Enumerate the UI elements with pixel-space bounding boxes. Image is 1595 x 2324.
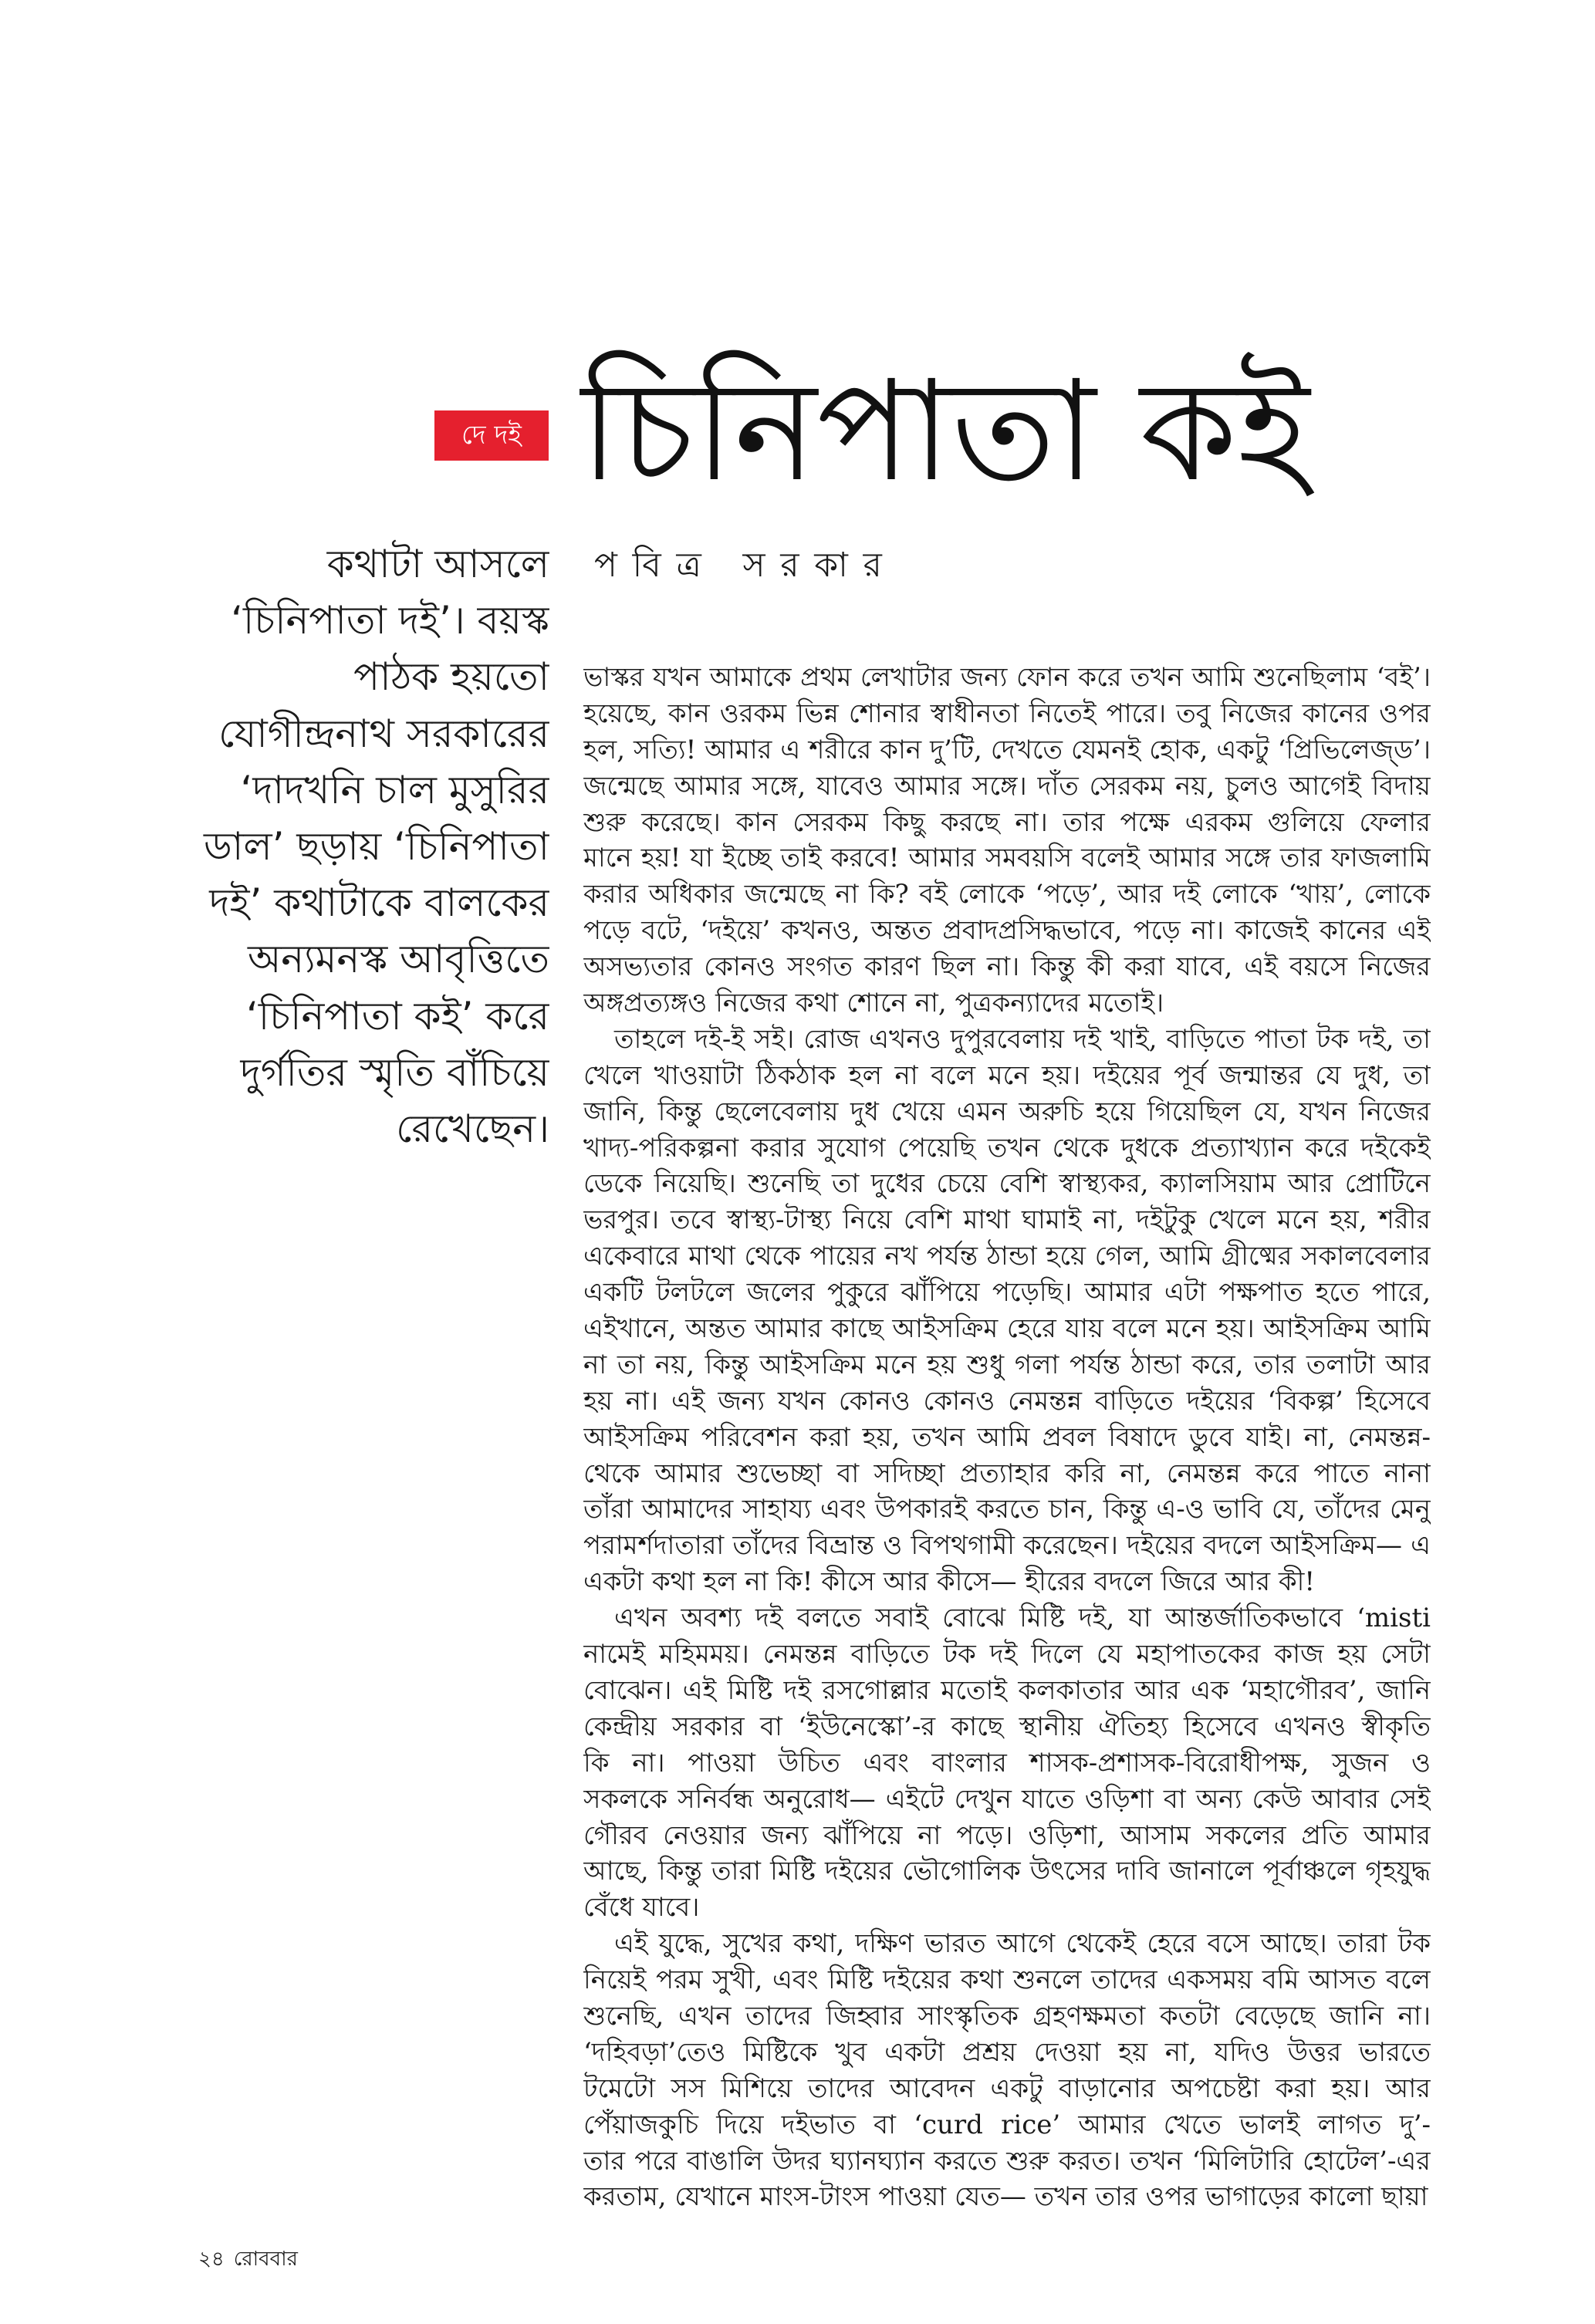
body-line: নামেই মহিমময়। নেমন্তন্ন বাড়িতে টক দই দিলে যে মহাপাতকের কাজ হয় সেটা <box>583 1639 1431 1670</box>
pull-quote-line: যোগীন্দ্রনাথ সরকারের <box>218 711 549 756</box>
body-line: জন্মেছে আমার সঙ্গে, যাবেও আমার সঙ্গে। দাঁত সেরকম নয়, চুলও আগেই বিদায় <box>583 770 1431 802</box>
body-line: হয়েছে, কান ওরকম ভিন্ন শোনার স্বাধীনতা নিতেই পারে। তবু নিজের কানের ওপর <box>583 698 1431 729</box>
body-line: বেঁধে যাবে। <box>583 1892 700 1924</box>
pull-quote-line: পাঠক হয়তো <box>353 654 549 700</box>
body-line: একটি টলটলে জলের পুকুরে ঝাঁপিয়ে পড়েছি। আমার এটা পক্ষপাত হতে পারে, <box>583 1277 1431 1309</box>
body-line: ‘দহিবড়া’তেও মিষ্টিকে খুব একটা প্রশ্রয় দেওয়া হয় না, যদিও উত্তর ভারতে <box>583 2036 1431 2068</box>
body-line: পেঁয়াজকুচি দিয়ে দইভাত বা ‘curd rice’ আমার খেতে ভালই লাগত দু’- <box>583 2109 1431 2140</box>
body-line: তার পরে বাঙালি উদর ঘ্যানঘ্যান করতে শুরু করত। তখন ‘মিলিটারি হোটেল’-এর <box>583 2145 1431 2177</box>
body-line: পড়ে বটে, ‘দইয়ে’ কখনও, অন্তত প্রবাদপ্রসিদ্ধভাবে, পড়ে না। কাজেই কানের এই <box>583 915 1431 947</box>
body-paragraph <box>583 1600 1431 1926</box>
body-line: ডেকে নিয়েছি। শুনেছি তা দুধের চেয়ে বেশি স্বাস্থ্যকর, ক্যালসিয়াম আর প্রোটিনে <box>583 1168 1431 1200</box>
body-paragraph <box>583 1926 1431 2215</box>
body-line: গৌরব নেওয়ার জন্য ঝাঁপিয়ে না পড়ে। ওড়িশা, আসাম সকলের প্রতি আমার <box>583 1819 1431 1851</box>
body-line: নিয়েই পরম সুখী, এবং মিষ্টি দইয়ের কথা শুনলে তাদের একসময় বমি আসত বলে <box>583 1964 1431 1996</box>
body-paragraph <box>583 1022 1431 1600</box>
author-byline: পবিত্র সরকার <box>594 546 897 585</box>
body-line: অসভ্যতার কোনও সংগত কারণ ছিল না। কিন্তু কী করা যাবে, এই বয়সে নিজের <box>583 951 1431 983</box>
body-line: টমেটো সস মিশিয়ে তাদের আবেদন একটু বাড়ানোর অপচেষ্টা করা হয়। আর <box>583 2072 1431 2104</box>
body-line: একেবারে মাথা থেকে পায়ের নখ পর্যন্ত ঠান্ডা হয়ে গেল, আমি গ্রীষ্মের সকালবেলার <box>583 1241 1431 1272</box>
pull-quote-line: দুর্গতির স্মৃতি বাঁচিয়ে <box>240 1049 549 1095</box>
body-line: তাহলে দই-ই সই। রোজ এখনও দুপুরবেলায় দই খাই, বাড়িতে পাতা টক দই, তা <box>614 1023 1431 1055</box>
body-line: শুনেছি, এখন তাদের জিহ্বার সাংস্কৃতিক গ্রহণক্ষমতা কতটা বেড়েছে জানি না। <box>583 2000 1431 2032</box>
body-line: না তা নয়, কিন্তু আইসক্রিম মনে হয় শুধু গলা পর্যন্ত ঠান্ডা করে, তার তলাটা আর <box>583 1349 1431 1380</box>
pull-quote-line: ‘দাদখনি চাল মুসুরির <box>240 767 549 812</box>
publication-name: রোববার <box>233 2248 298 2271</box>
body-line: সকলকে সনির্বন্ধ অনুরোধ— এইটে দেখুন যাতে ওড়িশা বা অন্য কেউ আবার সেই <box>583 1783 1431 1815</box>
pull-quote-line: অন্যমনস্ক আবৃত্তিতে <box>248 937 549 982</box>
body-line: বোঝেন। এই মিষ্টি দই রসগোল্লার মতোই কলকাতার আর এক ‘মহাগৌরব’, জানি <box>583 1674 1431 1706</box>
section-label: দে দই <box>434 410 549 461</box>
body-line: এখন অবশ্য দই বলতে সবাই বোঝে মিষ্টি দই, যা আন্তর্জাতিকভাবে ‘misti <box>614 1603 1431 1634</box>
body-line: অঙ্গপ্রত্যঙ্গও নিজের কথা শোনে না, পুত্রকন্যাদের মতোই। <box>583 988 1164 1019</box>
page-number: ২৪ <box>198 2248 225 2271</box>
pull-quote-line: ‘চিনিপাতা দই’। বয়স্ক <box>231 598 549 643</box>
body-line: খেলে খাওয়াটা ঠিকঠাক হল না বলে মনে হয়। দইয়ের পূর্ব জন্মান্তর যে দুধ, তা <box>583 1059 1431 1091</box>
pull-quote-line: কথাটা আসলে <box>326 542 549 586</box>
body-paragraph <box>583 660 1431 1022</box>
article-body <box>583 660 1431 2215</box>
body-line: কি না। পাওয়া উচিত এবং বাংলার শাসক-প্রশাসক-বিরোধীপক্ষ, সুজন ও <box>583 1747 1431 1778</box>
pull-quote-line: ‘চিনিপাতা কই’ করে <box>245 993 549 1039</box>
body-line: পরামর্শদাতারা তাঁদের বিভ্রান্ত ও বিপথগামী করেছেন। দইয়ের বদলে আইসক্রিম— এ <box>583 1530 1431 1562</box>
body-line: তাঁরা আমাদের সাহায্য এবং উপকারই করতে চান, কিন্তু এ-ও ভাবি যে, তাঁদের মেনু <box>583 1494 1431 1525</box>
body-line: খাদ্য-পরিকল্পনা করার সুযোগ পেয়েছি তখন থেকে দুধকে প্রত্যাখ্যান করে দইকেই <box>583 1132 1431 1164</box>
article-title: চিনিপাতা কই <box>580 351 1309 512</box>
body-line: একটা কথা হল না কি! কীসে আর কীসে— হীরের বদলে জিরে আর কী! <box>583 1566 1316 1598</box>
page-footer <box>198 2245 298 2273</box>
pull-quote-line: দই’ কথাটাকে বালকের <box>209 880 549 926</box>
body-line: হয় না। এই জন্য যখন কোনও কোনও নেমন্তন্ন বাড়িতে দইয়ের ‘বিকল্প’ হিসেবে <box>583 1385 1431 1417</box>
body-line: করতাম, যেখানে মাংস-টাংস পাওয়া যেত— তখন তার ওপর ভাগাড়ের কালো ছায়া <box>583 2181 1428 2213</box>
pull-quote <box>185 536 549 1157</box>
body-line: থেকে আমার শুভেচ্ছা বা সদিচ্ছা প্রত্যাহার করি না, নেমন্তন্ন করে পাতে নানা <box>583 1458 1431 1489</box>
body-line: করার অধিকার জন্মেছে না কি? বই লোকে ‘পড়ে’, আর দই লোকে ‘খায়’, লোকে <box>583 879 1431 910</box>
pull-quote-line: রেখেছেন। <box>396 1106 549 1151</box>
body-line: জানি, কিন্তু ছেলেবেলায় দুধ খেয়ে এমন অরুচি হয়ে গিয়েছিল যে, যখন নিজের <box>583 1096 1431 1127</box>
body-line: এইখানে, অন্তত আমার কাছে আইসক্রিম হেরে যায় বলে মনে হয়। আইসক্রিম আমি <box>583 1313 1431 1345</box>
pull-quote-line: ডাল’ ছড়ায় ‘চিনিপাতা <box>204 823 549 869</box>
body-line: আছে, কিন্তু তারা মিষ্টি দইয়ের ভৌগোলিক উৎসের দাবি জানালে পূর্বাঞ্চলে গৃহযুদ্ধ <box>583 1856 1431 1887</box>
body-line: মানে হয়! যা ইচ্ছে তাই করবে! আমার সমবয়সি বলেই আমার সঙ্গে তার ফাজলামি <box>583 843 1431 874</box>
body-line: কেন্দ্রীয় সরকার বা ‘ইউনেস্কো’-র কাছে স্থানীয় ঐতিহ্য হিসেবে এখনও স্বীকৃতি <box>583 1711 1431 1742</box>
body-line: শুরু করেছে। কান সেরকম কিছু করছে না। তার পক্ষে এরকম গুলিয়ে ফেলার <box>583 806 1431 838</box>
body-line: ভরপুর। তবে স্বাস্থ্য-টাস্থ্য নিয়ে বেশি মাথা ঘামাই না, দইটুকু খেলে মনে হয়, শরীর <box>583 1204 1431 1236</box>
body-line: আইসক্রিম পরিবেশন করা হয়, তখন আমি প্রবল বিষাদে ডুবে যাই। না, নেমন্তন্ন- <box>583 1421 1431 1453</box>
body-line: হল, সত্যি! আমার এ শরীরে কান দু’টি, দেখতে যেমনই হোক, একটু ‘প্রিভিলেজ্‌ড’। <box>583 734 1431 765</box>
body-line: ভাস্কর যখন আমাকে প্রথম লেখাটার জন্য ফোন করে তখন আমি শুনেছিলাম ‘বই’। <box>583 662 1431 693</box>
body-line: এই যুদ্ধে, সুখের কথা, দক্ষিণ ভারত আগে থেকেই হেরে বসে আছে। তারা টক <box>614 1928 1431 1960</box>
